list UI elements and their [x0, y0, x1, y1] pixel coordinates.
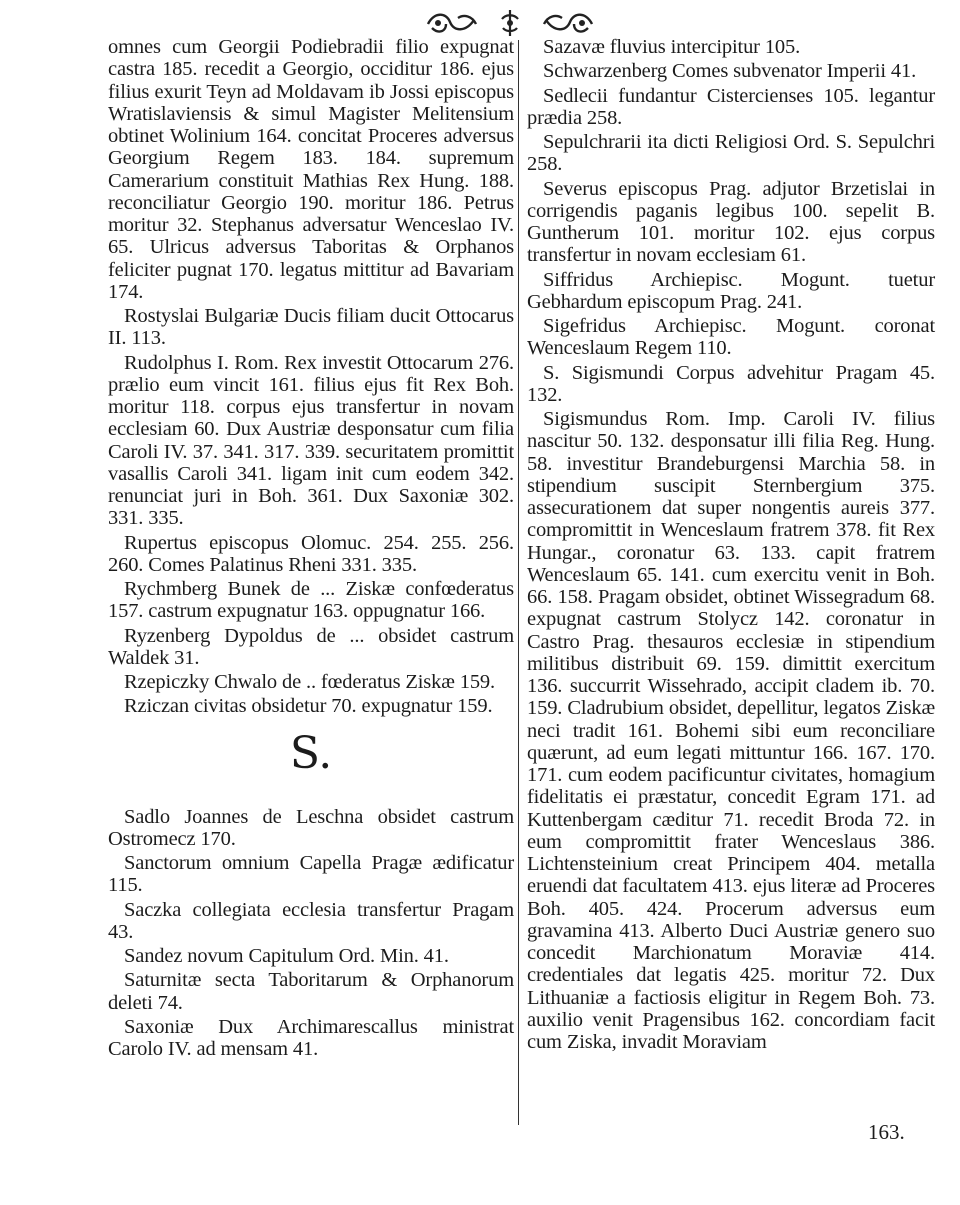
section-letter: S. — [289, 727, 333, 779]
right-column — [527, 36, 935, 1055]
index-entry: omnes cum Georgii Podiebradii filio expugnat castra 185. recedit a Georgio, occiditur 186. ejus filius exurit Teyn ad Moldavam ib Jossi episcopus Wratislaviensis & simul Magister Melitensium obtinet Wolinium 164. concitat Proceres adversus Georgium Regem 183. 184. supremum Camerarium constituit Mathias Rex Hung. 188. reconciliatur Georgio 190. moritur 186. Petrus moritur 32. Stephanus adversatur Wenceslao IV. 65. Ulricus adversus Taboritas & Orphanos feliciter pugnat 170. legatus mittitur ad Bavariam 174. — [108, 36, 514, 303]
index-entry: Siffridus Archiepisc. Mogunt. tuetur Gebhardum episcopum Prag. 241. — [527, 268, 935, 313]
right-scroll-ornament-icon — [538, 10, 596, 36]
left-column — [108, 36, 514, 1062]
index-entry: Sadlo Joannes de Leschna obsidet castrum Ostromecz 170. — [108, 805, 514, 850]
center-cross-ornament-icon — [498, 8, 522, 38]
index-entry: Schwarzenberg Comes subvenator Imperii 41. — [543, 60, 917, 83]
index-entry: S. Sigismundi Corpus advehitur Pragam 45. 132. — [527, 361, 935, 406]
index-entry: Ryzenberg Dypoldus de ... obsidet castrum Waldek 31. — [108, 624, 514, 669]
index-entry: Rziczan civitas obsidetur 70. expugnatur 159. — [124, 695, 493, 718]
index-entry: Sanctorum omnium Capella Pragæ ædificatur 115. — [108, 852, 514, 897]
header-ornament — [415, 6, 605, 40]
index-entry: Rudolphus I. Rom. Rex investit Ottocarum 276. prælio eum vincit 161. filius ejus fit Rex Boh. moritur 118. corpus ejus transfertur in novam ecclesiam 60. Dux Austriæ desponsatur cum filia Caroli IV. 37. 341. 317. 339. securitatem promittit vasallis Caroli 341. ligam init cum eodem 342. renunciat juri in Boh. 361. Dux Saxoniæ 302. 331. 335. — [108, 351, 514, 530]
index-entry: Saxoniæ Dux Archimarescallus ministrat Carolo IV. ad mensam 41. — [108, 1015, 514, 1060]
page-number: 163. — [868, 1120, 905, 1144]
index-entry: Saczka collegiata ecclesia transfertur Pragam 43. — [108, 898, 514, 943]
index-entry: Saturnitæ secta Taboritarum & Orphanorum deleti 74. — [108, 969, 514, 1014]
index-entry: Sedlecii fundantur Cistercienses 105. legantur prædia 258. — [527, 84, 935, 129]
index-entry: Sepulchrarii ita dicti Religiosi Ord. S. Sepulchri 258. — [527, 131, 935, 176]
index-entry: Sandez novum Capitulum Ord. Min. 41. — [124, 945, 449, 967]
index-entry: Rzepiczky Chwalo de .. fœderatus Ziskæ 159. — [124, 671, 496, 693]
index-entry: Sigismundus Rom. Imp. Caroli IV. filius nascitur 50. 132. desponsatur illi filia Reg. Hung. 58. investitur Brandeburgensi Marchia 58. in stipendium suscipit Sternbergium 375. assecurationem dat super nongentis aureis 377. compromittit in Wenceslaum fratrem 378. fit Rex Hungar., coronatur 63. 133. capit fratrem Wenceslaum 65. 141. cum exercitu venit in Boh. 66. 158. Pragam obsidet, obtinet Wissegradum 68. expugnat castrum Stolycz 142. coronatur in Castro Prag. thesauros ecclesiæ in stipendium militibus distribuit 69. 159. dimittit exercitum 136. succurrit Wissehrado, accipit cladem ib. 70. 159. Cladrubium obsidet, depellitur, legatos Ziskæ neci tradit 161. Bohemi sibi eum reconciliare quærunt, ad eum legati mittuntur 166. 167. 170. 171. cum eodem pacificuntur civitates, homagium fidelitatis ei præstatur, concedit Egram 171. ad Kuttenbergam cæditur 71. recedit Broda 72. in eum compromittit frater Wenceslaus 386. Lichtensteinium creat Principem 404. metalla eruendi dat facultatem 413. ejus literæ ad Proceres Boh. 405. 424. Procerum adversus eum gravamina 413. Alberto Duci Austriæ genero suo concedit Marchionatum Moraviæ 414. credentiales dat legatis 425. moritur 72. Dux Lithuaniæ a factiosis eligitur in Regem Boh. 73. auxilio venit Pragensibus 162. concordiam facit cum Ziska, invadit Moraviam — [527, 408, 935, 1053]
index-entry: Sazavæ fluvius intercipitur 105. — [543, 36, 801, 58]
index-entry: Rupertus episcopus Olomuc. 254. 255. 256. 260. Comes Palatinus Rheni 331. 335. — [108, 531, 514, 576]
index-entry: Rychmberg Bunek de ... Ziskæ confœderatus 157. castrum expugnatur 163. oppugnatur 166. — [108, 578, 514, 623]
index-entry: Sigefridus Archiepisc. Mogunt. coronat Wenceslaum Regem 110. — [527, 315, 935, 360]
index-entry: Severus episcopus Prag. adjutor Brzetislai in corrigendis paganis legibus 100. sepelit B. Guntherum 101. moritur 102. ejus corpus transfertur in novam ecclesiam 61. — [527, 177, 935, 267]
left-scroll-ornament-icon — [424, 10, 482, 36]
index-entry: Rostyslai Bulgariæ Ducis filiam ducit Ottocarus II. 113. — [108, 305, 514, 350]
column-divider — [518, 40, 519, 1125]
